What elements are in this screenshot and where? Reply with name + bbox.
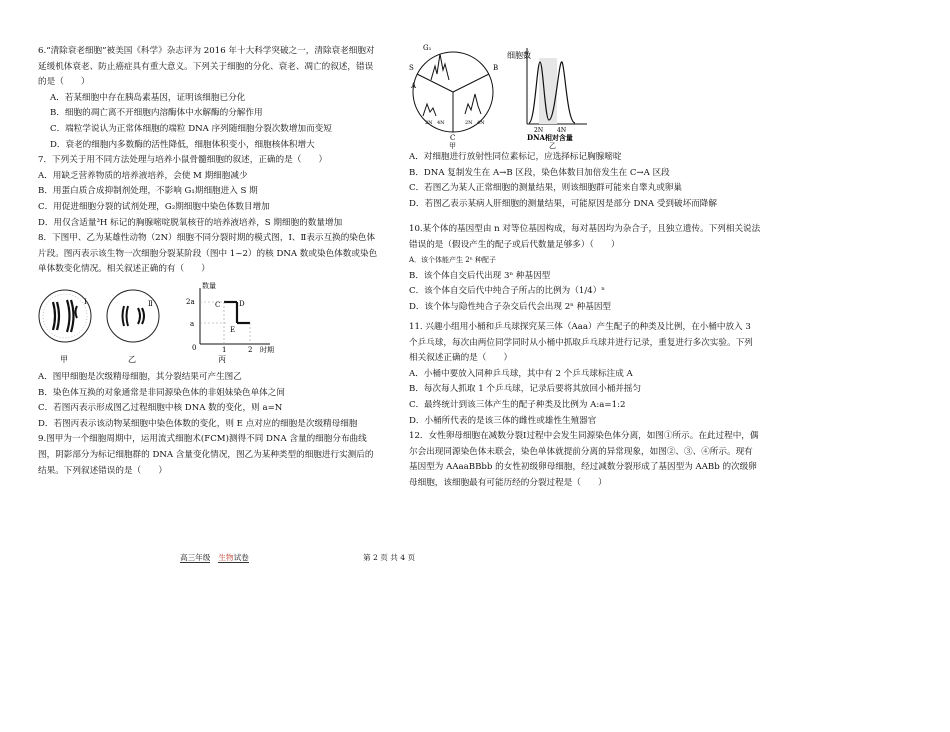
label-yi: 乙 bbox=[128, 355, 136, 364]
histogram-yi bbox=[507, 48, 587, 150]
q11-q12-block bbox=[409, 320, 761, 492]
xtick-4N: 4N bbox=[557, 127, 567, 134]
label-G1: G₁ bbox=[423, 44, 432, 52]
ytick-a: a bbox=[190, 320, 195, 328]
ytick-2a: 2a bbox=[186, 298, 195, 306]
q7-option-d: D．用仅含适量³H 标记的胸腺嘧啶脱氧核苷的培养液培养，S 期细胞的数量增加 bbox=[38, 217, 343, 228]
q10-stem: 10.某个体的基因型由 n 对等位基因构成，每对基因均为杂合子，且独立遗传。下列相关说法错误的是（假设产生的配子或后代数量足够多）（ ） bbox=[409, 224, 761, 250]
label-S: S bbox=[409, 64, 414, 72]
label-C: C bbox=[450, 134, 456, 142]
left-column bbox=[38, 44, 378, 278]
xlabel-dna: DNA相对含量 bbox=[527, 133, 573, 142]
q7-option-b: B．用蛋白质合成抑制剂处理，不影响 G₁期细胞进入 S 期 bbox=[38, 186, 258, 197]
label-I: Ⅰ bbox=[84, 298, 87, 306]
graph-bing bbox=[186, 282, 274, 364]
label-B: B bbox=[493, 64, 499, 72]
footer-page-number: 第 2 页 共 4 页 bbox=[363, 553, 416, 562]
q9-figure bbox=[409, 42, 609, 150]
point-D: D bbox=[239, 300, 245, 308]
q8-option-b: B．染色体互换的对象通常是非同源染色体的非姐妹染色单体之间 bbox=[38, 387, 285, 398]
q9-option-a: A．对细胞进行放射性同位素标记，应选择标记胸腺嘧啶 bbox=[409, 152, 622, 162]
xlabel-period: 时期 bbox=[260, 346, 274, 354]
q11-option-a: A．小桶中要放入同种乒乓球，其中有 2 个乒乓球标注成 A bbox=[409, 368, 633, 379]
label-yi-right: 乙 bbox=[549, 142, 556, 150]
q6-stem: 6.“清除衰老细胞”被美国《科学》杂志评为 2016 年十大科学突破之一，清除衰老细胞对延缓机体衰老、防止癌症具有重大意义。下列关于细胞的分化、衰老、凋亡的叙述，错误的是（ ） bbox=[38, 46, 375, 88]
label-4N-a: 4N bbox=[437, 120, 445, 126]
q11-option-d: D．小桶所代表的是该三体的雌性或雄性生殖器官 bbox=[409, 415, 597, 426]
q8-option-a: A．图甲细胞是次级精母细胞，其分裂结果可产生图乙 bbox=[38, 372, 242, 382]
q8-figure bbox=[38, 282, 288, 366]
ylabel-cells bbox=[507, 50, 531, 60]
q6-option-a: A．若某细胞中存在胰岛素基因，证明该细胞已分化 bbox=[50, 92, 246, 103]
label-bing: 丙 bbox=[218, 355, 226, 364]
ylabel-text: 细胞数 bbox=[507, 51, 531, 60]
xtick-2N: 2N bbox=[534, 127, 544, 134]
label-2N-a: 2N bbox=[425, 120, 433, 126]
xtick-1: 1 bbox=[222, 346, 227, 354]
label-jia-right: 甲 bbox=[449, 142, 456, 150]
q9-option-c: C．若图乙为某人正常细胞的测量结果，则该细胞群可能来自睾丸或卵巢 bbox=[409, 183, 682, 194]
xtick-2: 2 bbox=[248, 346, 253, 354]
q6-option-c: C．端粒学说认为正常体细胞的端粒 DNA 序列随细胞分裂次数增加而变短 bbox=[50, 123, 332, 134]
q11-stem: 11. 兴趣小组用小桶和乒乓球探究某三体（Aaa）产生配子的种类及比例，在小桶中放入 3 个乒乓球，每次由两位同学同时从小桶中抓取乒乓球并进行记录，重复进行多次实验。下列相关叙述正确的是（ ） bbox=[409, 322, 753, 364]
q10-option-b: B．该个体自交后代出现 3ⁿ 种基因型 bbox=[409, 270, 551, 281]
q9-option-d: D．若图乙表示某病人肝细胞的测量结果，可能原因是部分 DNA 受到破坏而降解 bbox=[409, 198, 717, 209]
ylabel-count: 数量 bbox=[202, 282, 216, 290]
q8-options bbox=[38, 370, 378, 479]
q11-option-c: C．最终统计到该三体产生的配子种类及比例为 A:a=1:2 bbox=[409, 399, 626, 410]
q7-option-c: C．用促进细胞分裂的试剂处理，G₂期细胞中染色体数目增加 bbox=[38, 201, 270, 212]
q12-stem: 12．女性卵母细胞在减数分裂Ⅰ过程中会发生同源染色体分离，如图①所示。在此过程中，偶尔会出现同源染色体未联会，染色单体就提前分离的异常现象，如图②、③、④所示。现有基因型为 AAaaBBbb 的女性初级卵母细胞，经过减数分裂形成了基因型为 AABb 的次级卵母细胞，该细胞最有可能历经的分裂过程是（ ） bbox=[409, 431, 759, 488]
q9-option-b: B．DNA 复制发生在 A→B 区段，染色体数目加倍发生在 C→A 区段 bbox=[409, 167, 670, 178]
point-E: E bbox=[230, 326, 236, 334]
cell-cycle-diagram-jia bbox=[409, 44, 498, 150]
q8-option-c: C．若图丙表示形成图乙过程细胞中核 DNA 数的变化，则 a=N bbox=[38, 403, 283, 414]
cell-yi-diagram bbox=[107, 290, 159, 342]
q10-option-a: A．该个体能产生 2ⁿ 种配子 bbox=[409, 256, 496, 265]
q7-option-a: A．用缺乏营养物质的培养液培养，会使 M 期细胞减少 bbox=[38, 170, 248, 181]
q10-option-c: C．该个体自交后代中纯合子所占的比例为（1/4）ⁿ bbox=[409, 286, 605, 297]
footer-subject-name: 生物 bbox=[218, 553, 234, 562]
footer-grade: 高三年级 bbox=[180, 553, 211, 562]
footer-exam: 试卷 bbox=[233, 553, 249, 562]
label-4N-b: 4N bbox=[477, 120, 485, 126]
q7-stem: 7．下列关于用不同方法处理与培养小鼠骨髓细胞的叙述，正确的是（ ） bbox=[38, 155, 328, 166]
q10-block bbox=[409, 222, 761, 316]
footer-subject bbox=[180, 552, 249, 563]
q6-option-b: B．细胞的凋亡离不开细胞内溶酶体中水解酶的分解作用 bbox=[50, 108, 263, 119]
q9-options bbox=[409, 150, 761, 212]
q8-option-d: D．若图丙表示该动物某细胞中染色体数的变化，则 E 点对应的细胞是次级精母细胞 bbox=[38, 418, 358, 429]
label-II: Ⅱ bbox=[148, 300, 153, 308]
q10-option-d: D．该个体与隐性纯合子杂交后代会出现 2ⁿ 种基因型 bbox=[409, 301, 612, 312]
q8-stem: 8．下图甲、乙为某雄性动物（2N）细胞不同分裂时期的模式图，Ⅰ、Ⅱ表示互换的染色体片段。图丙表示该生物一次细胞分裂某阶段（图中 1~2）的核 DNA 数或染色体数或染色单体数变化情况。相关叙述正确的有（ ） bbox=[38, 233, 378, 275]
cell-jia-diagram bbox=[39, 290, 91, 342]
label-2N-b: 2N bbox=[465, 120, 473, 126]
label-jia: 甲 bbox=[60, 355, 68, 364]
label-A: A bbox=[411, 82, 417, 90]
q9-stem: 9.图甲为一个细胞周期中，运用流式细胞术(FCM)测得不同 DNA 含量的细胞分布曲线图，阴影部分为标记细胞群的 DNA 含量变化情况，图乙为某种类型的细胞进行实测后的结果。下列叙述错误的是（ ） bbox=[38, 434, 374, 476]
point-C: C bbox=[215, 301, 221, 309]
q6-option-d: D．衰老的细胞内多数酶的活性降低，细胞体积变小，细胞核体积增大 bbox=[50, 139, 315, 150]
q11-option-b: B．每次每人抓取 1 个乒乓球，记录后要将其放回小桶并摇匀 bbox=[409, 384, 642, 395]
origin-0: 0 bbox=[192, 344, 197, 352]
